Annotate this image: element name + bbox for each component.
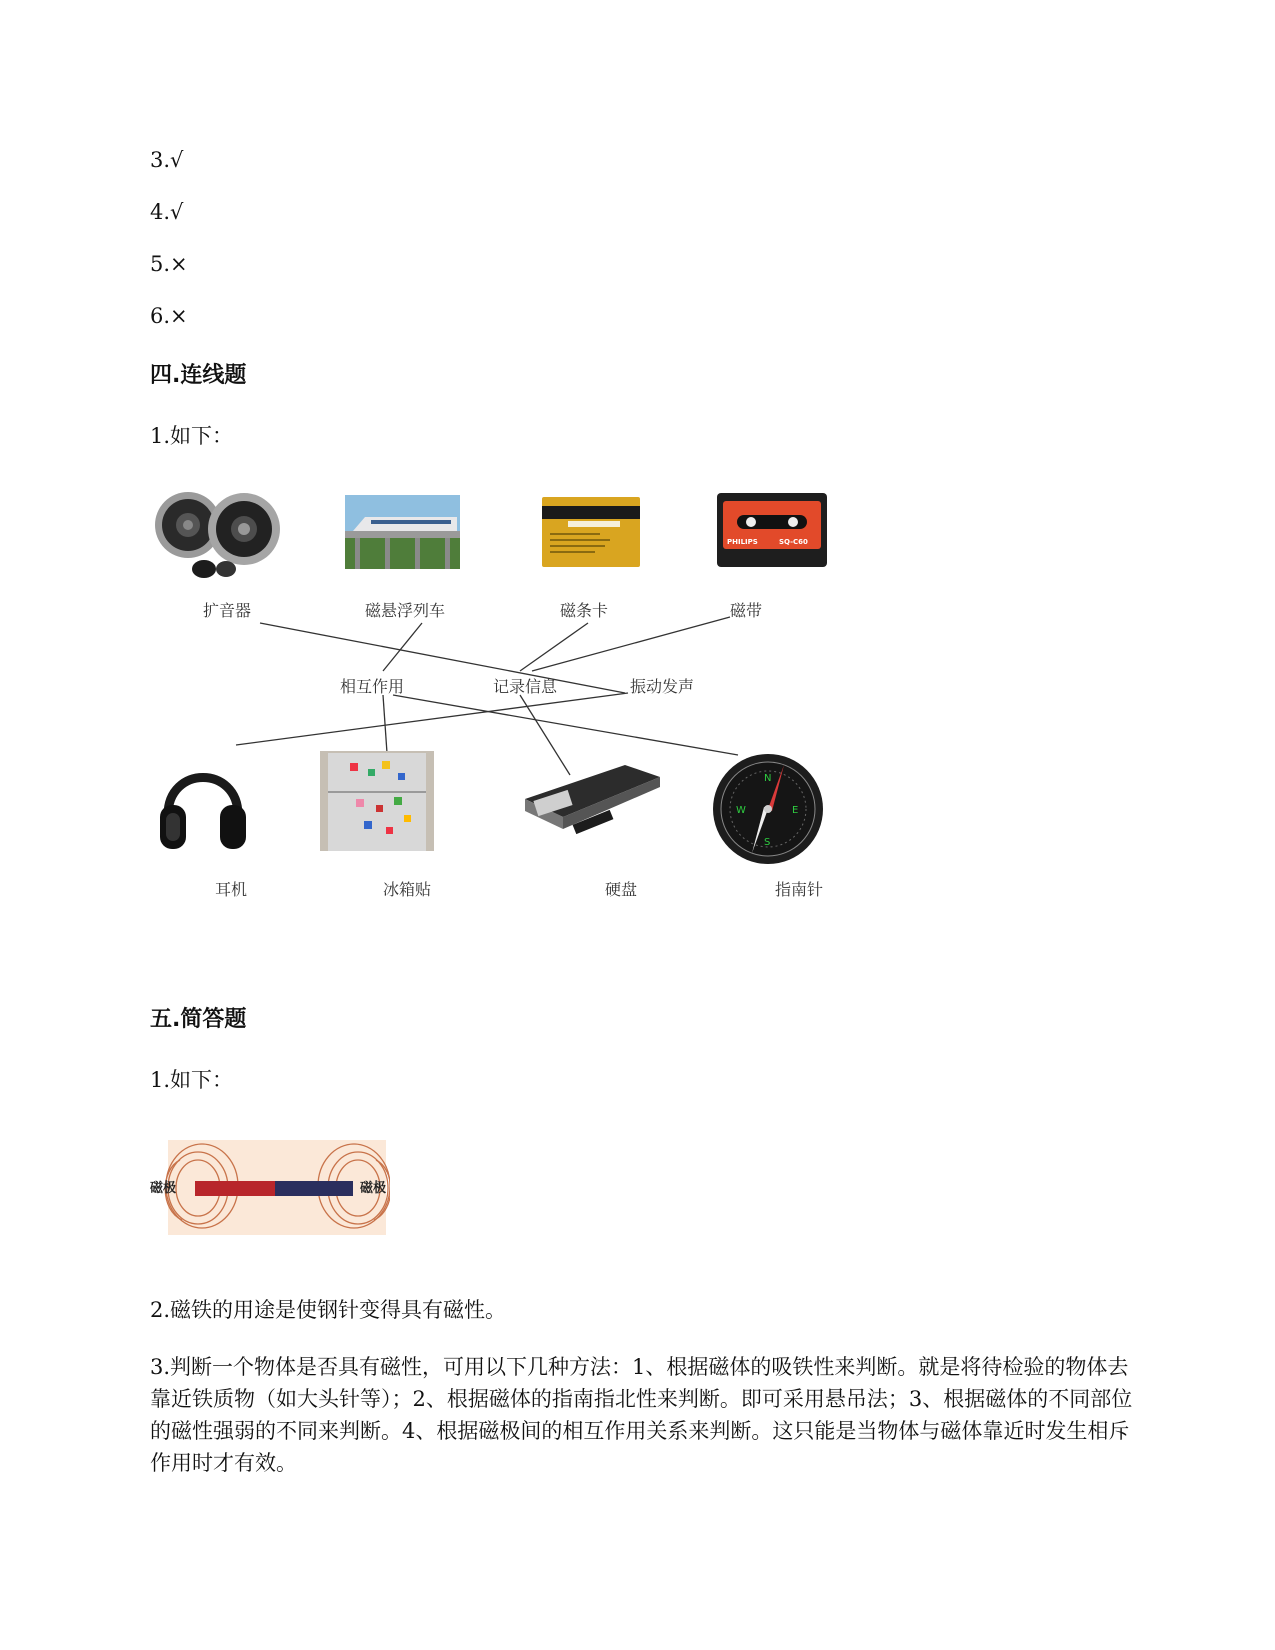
- section-5-item-2: 2.磁铁的用途是使钢针变得具有磁性。: [150, 1298, 507, 1322]
- middle-label-record: 记录信息: [493, 677, 558, 696]
- section-5-heading: 五.简答题: [150, 1007, 247, 1032]
- link-tape-record: [532, 617, 730, 671]
- cassette-brand: PHILIPS: [727, 538, 758, 546]
- top-label-tape: 磁带: [730, 601, 763, 620]
- compass-n: N: [764, 773, 772, 784]
- section-5-item-3: 3.判断一个物体是否具有磁性，可用以下几种方法：1、根据磁体的吸铁性来判断。就是将待检验的物体去靠近铁质物（如大头针等）；2、根据磁体的指南指北性来判断。即可采用悬吊法；3、根据磁体的不同部位的磁性强弱的不同来判断。4、根据磁极间的相互作用关系来判断。这只能是当物体与磁体靠近时发生相斥作用时才有效。: [150, 1355, 1133, 1475]
- hard-disk-image: [515, 759, 665, 845]
- link-compass-interaction: [393, 695, 738, 755]
- compass-e: E: [792, 805, 799, 816]
- top-label-card: 磁条卡: [560, 601, 609, 620]
- link-fridge-interaction: [383, 695, 387, 753]
- magnet-red-half: [195, 1181, 275, 1196]
- bottom-label-headphones: 耳机: [215, 880, 248, 899]
- link-maglev-interaction: [383, 623, 422, 671]
- middle-label-vibration: 振动发声: [630, 677, 695, 696]
- magnet-left-pole-label: 磁极: [150, 1181, 177, 1196]
- magnet-blue-half: [275, 1181, 353, 1196]
- top-label-maglev: 磁悬浮列车: [365, 601, 446, 620]
- compass-w: W: [736, 805, 746, 816]
- answer-4: 4.√: [150, 200, 184, 224]
- magnet-right-pole-label: 磁极: [360, 1181, 387, 1196]
- cassette-tape-image: [717, 493, 827, 567]
- speaker-image: [152, 487, 282, 579]
- answer-3: 3.√: [150, 148, 184, 172]
- bottom-label-fridge-magnet: 冰箱贴: [383, 880, 432, 899]
- link-card-record: [520, 623, 588, 671]
- middle-label-interaction: 相互作用: [340, 677, 405, 696]
- cassette-model: SQ-C60: [779, 538, 808, 546]
- link-speaker-vibration: [260, 623, 625, 693]
- answer-5: 5.×: [150, 252, 188, 276]
- headphones-image: [158, 745, 248, 857]
- bottom-label-hard-disk: 硬盘: [605, 880, 638, 899]
- link-headphone-vibration: [236, 693, 628, 745]
- bottom-label-compass: 指南针: [775, 880, 824, 899]
- bar-magnet-figure: [150, 1140, 390, 1235]
- section-4-item-1: 1.如下：: [150, 424, 234, 448]
- section-4-heading: 四.连线题: [150, 363, 247, 388]
- matching-diagram: [150, 495, 870, 955]
- maglev-train-image: [345, 495, 460, 569]
- compass-image: [712, 753, 824, 865]
- fridge-magnets-image: [320, 751, 434, 851]
- section-5-item-1: 1.如下：: [150, 1068, 234, 1092]
- magnetic-field-lines: [150, 1140, 390, 1235]
- answer-6: 6.×: [150, 304, 188, 328]
- compass-s: S: [764, 837, 771, 848]
- top-label-speaker: 扩音器: [203, 601, 252, 620]
- magnetic-card-image: [542, 497, 640, 567]
